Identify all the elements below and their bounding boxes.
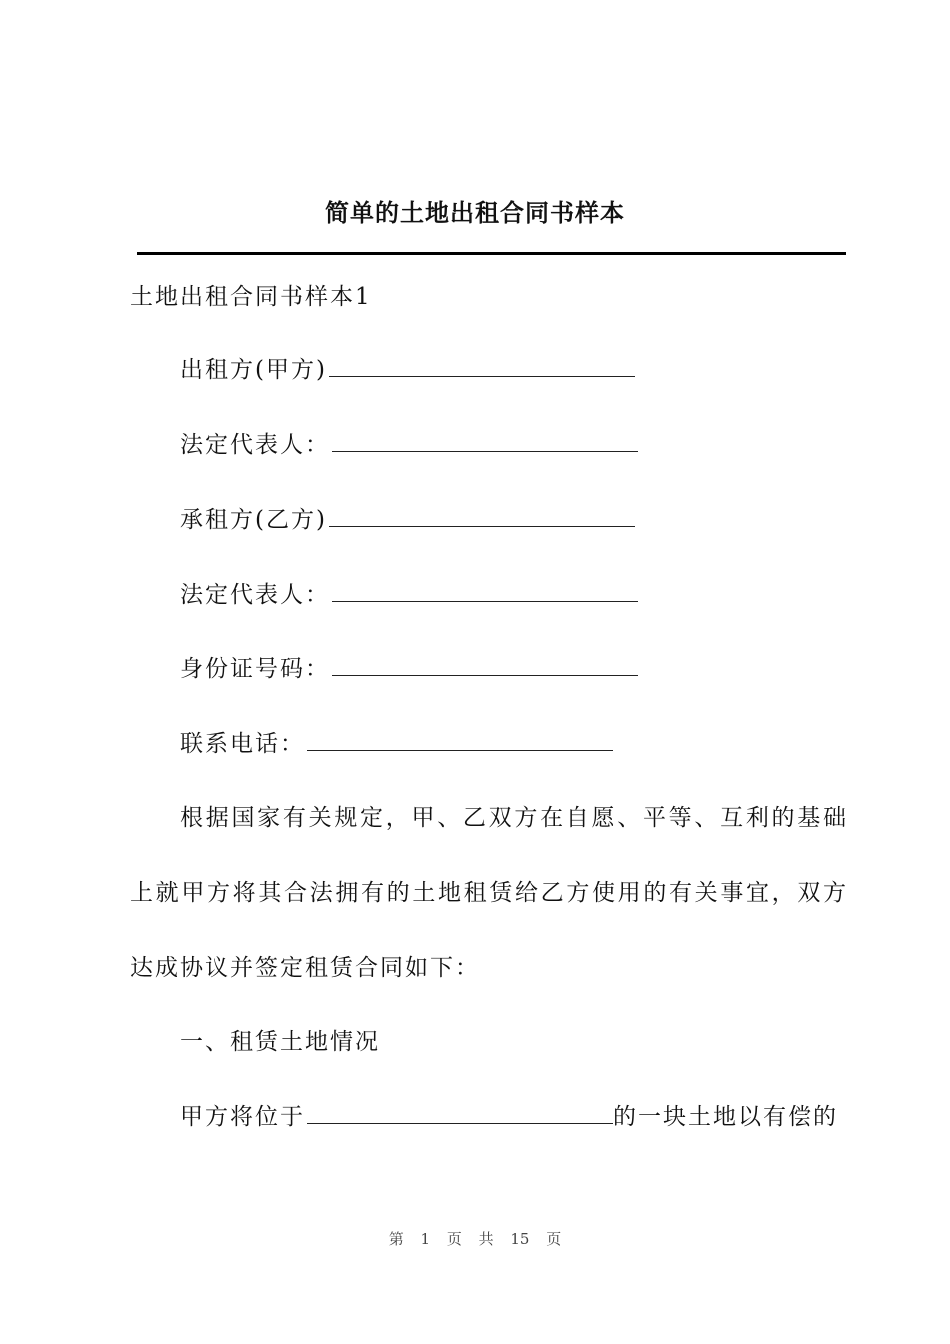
field-phone-label: 联系电话： bbox=[180, 731, 305, 757]
field-lessor-rep-label: 法定代表人： bbox=[180, 432, 330, 458]
field-lessor-blank bbox=[329, 354, 635, 377]
field-lessee-blank bbox=[329, 504, 635, 527]
title-divider bbox=[137, 252, 846, 255]
clause1-heading: 一、租赁土地情况 bbox=[180, 1029, 380, 1055]
clause1-text bbox=[180, 1100, 846, 1134]
field-lessee bbox=[180, 503, 846, 537]
clause1-text-after: 的一块土地以有偿的 bbox=[613, 1104, 838, 1130]
field-id-number-label: 身份证号码： bbox=[180, 656, 330, 682]
field-lessor bbox=[180, 353, 846, 387]
field-lessor-label: 出租方(甲方) bbox=[180, 357, 327, 383]
field-lessor-rep bbox=[180, 428, 846, 462]
field-lessee-rep bbox=[180, 578, 846, 612]
field-lessee-rep-blank bbox=[332, 579, 638, 602]
section-heading: 土地出租合同书样本1 bbox=[130, 284, 372, 310]
document-title: 简单的土地出租合同书样本 bbox=[325, 198, 625, 227]
field-id-number-blank bbox=[332, 653, 638, 676]
field-id-number bbox=[180, 652, 846, 686]
field-phone bbox=[180, 727, 846, 761]
field-lessor-rep-blank bbox=[332, 429, 638, 452]
paragraph1-line3: 达成协议并签定租赁合同如下： bbox=[130, 955, 480, 981]
field-phone-blank bbox=[307, 728, 613, 751]
page-footer: 第 1 页 共 15 页 bbox=[388, 1230, 562, 1248]
field-lessee-rep-label: 法定代表人： bbox=[180, 582, 330, 608]
paragraph1-line2: 上就甲方将其合法拥有的土地租赁给乙方使用的有关事宜，双方 bbox=[130, 880, 846, 906]
clause1-text-before: 甲方将位于 bbox=[180, 1104, 305, 1130]
paragraph1-line1: 根据国家有关规定，甲、乙双方在自愿、平等、互利的基础 bbox=[180, 805, 846, 831]
field-lessee-label: 承租方(乙方) bbox=[180, 507, 327, 533]
clause1-location-blank bbox=[307, 1101, 613, 1124]
